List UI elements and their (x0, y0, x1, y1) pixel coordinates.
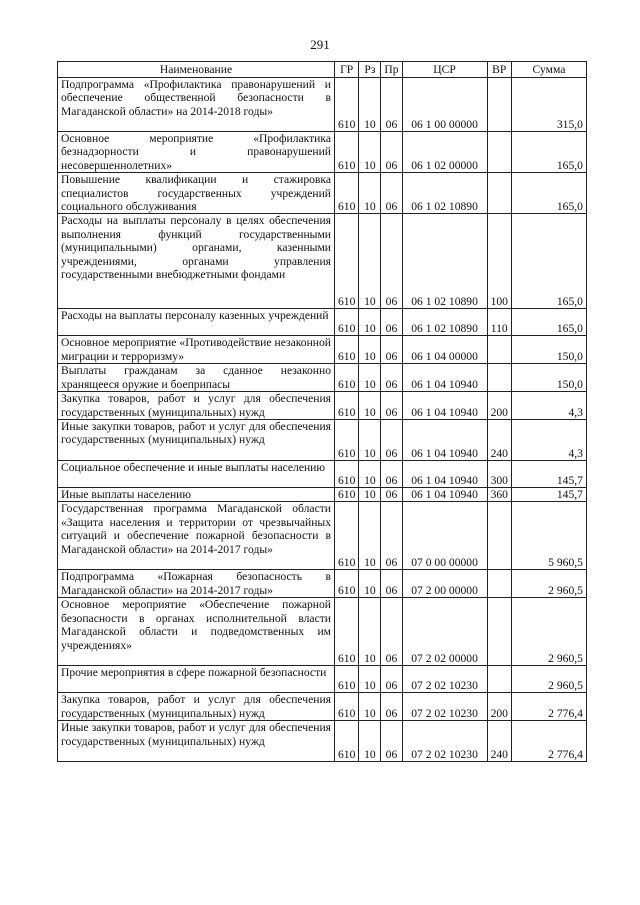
cell-rz-text: 10 (364, 488, 376, 502)
cell-sum-text: 4,3 (568, 405, 583, 419)
cell-csr (402, 392, 487, 420)
cell-rz-text: 10 (364, 349, 376, 363)
cell-csr (402, 78, 487, 132)
cell-vr (487, 214, 511, 309)
cell-vr (487, 502, 511, 570)
cell-rz-text: 10 (364, 295, 376, 309)
cell-gr-text: 610 (338, 706, 356, 720)
cell-name: Основное мероприятие «Профилактика безнадзорности и правонарушений несовершеннолетних» (58, 132, 335, 173)
cell-gr (335, 173, 359, 214)
cell-vr (487, 78, 511, 132)
cell-vr (487, 420, 511, 461)
cell-gr-text: 610 (338, 377, 356, 391)
page-number: 291 (310, 37, 330, 52)
cell-pr (381, 364, 402, 392)
cell-sum-text: 145,7 (556, 473, 583, 487)
cell-csr-text: 06 1 04 10940 (411, 377, 478, 391)
cell-gr (335, 721, 359, 762)
cell-sum-text: 4,3 (568, 446, 583, 460)
header-gr: ГР (335, 62, 359, 78)
cell-pr (381, 392, 402, 420)
cell-rz (359, 214, 381, 309)
cell-vr (487, 132, 511, 173)
cell-sum-text: 2 776,4 (548, 706, 583, 720)
cell-rz-text: 10 (364, 377, 376, 391)
table-row (58, 461, 587, 488)
cell-rz (359, 502, 381, 570)
cell-pr (381, 666, 402, 693)
cell-sum (511, 132, 586, 173)
cell-sum (511, 364, 586, 392)
table-row (58, 392, 587, 420)
cell-csr (402, 666, 487, 693)
cell-pr-text: 06 (385, 583, 398, 597)
cell-sum-text: 2 960,5 (548, 678, 583, 692)
cell-pr (381, 309, 402, 336)
cell-sum (511, 598, 586, 666)
cell-csr (402, 461, 487, 488)
cell-csr-text: 07 2 02 10230 (411, 747, 478, 761)
cell-gr (335, 693, 359, 721)
cell-pr (381, 420, 402, 461)
cell-pr (381, 214, 402, 309)
cell-pr-text: 06 (385, 200, 398, 214)
budget-table (57, 61, 587, 762)
cell-gr (335, 461, 359, 488)
cell-pr (381, 132, 402, 173)
cell-rz-text: 10 (364, 678, 376, 692)
cell-sum-text: 145,7 (556, 488, 583, 502)
cell-rz-text: 10 (364, 583, 376, 597)
cell-sum-text: 165,0 (556, 200, 583, 214)
cell-rz (359, 364, 381, 392)
cell-csr-text: 07 2 02 10230 (411, 706, 478, 720)
cell-sum (511, 693, 586, 721)
cell-pr (381, 173, 402, 214)
cell-rz (359, 309, 381, 336)
cell-name: Социальное обеспечение и иные выплаты населению (58, 461, 335, 488)
cell-name: Иные закупки товаров, работ и услуг для обеспечения государственных (муниципальных) нужд (58, 721, 335, 762)
cell-name: Расходы на выплаты персоналу казенных учреждений (58, 309, 335, 336)
cell-vr (487, 598, 511, 666)
cell-rz (359, 666, 381, 693)
cell-pr-text: 06 (385, 706, 398, 720)
cell-rz (359, 693, 381, 721)
cell-rz (359, 78, 381, 132)
cell-vr-text: 300 (490, 473, 508, 487)
cell-gr-text: 610 (338, 446, 356, 460)
cell-vr (487, 173, 511, 214)
cell-gr (335, 666, 359, 693)
cell-csr (402, 693, 487, 721)
cell-csr-text: 06 1 04 10940 (411, 405, 478, 419)
cell-sum (511, 420, 586, 461)
table-row (58, 309, 587, 336)
cell-gr-text: 610 (338, 349, 356, 363)
cell-pr-text: 06 (385, 117, 398, 131)
cell-sum-text: 150,0 (556, 349, 583, 363)
table-row (58, 502, 587, 570)
cell-csr-text: 06 1 02 00000 (411, 158, 478, 172)
cell-pr (381, 721, 402, 762)
cell-sum (511, 461, 586, 488)
cell-pr-text: 06 (385, 473, 398, 487)
cell-gr (335, 420, 359, 461)
cell-name: Подпрограмма «Профилактика правонарушений и обеспечение общественной безопасности в Магаданской области» на 2014-2018 годы» (58, 78, 335, 132)
cell-name: Основное мероприятие «Противодействие незаконной миграции и терроризму» (58, 336, 335, 364)
cell-gr-text: 610 (338, 405, 356, 419)
table-row (58, 570, 587, 598)
cell-csr (402, 364, 487, 392)
table-row (58, 488, 587, 502)
cell-gr (335, 392, 359, 420)
cell-name: Повышение квалификации и стажировка специалистов государственных учреждений социального обслуживания (58, 173, 335, 214)
cell-vr (487, 364, 511, 392)
table-row (58, 721, 587, 762)
cell-csr (402, 598, 487, 666)
cell-sum-text: 2 960,5 (548, 651, 583, 665)
cell-vr (487, 693, 511, 721)
cell-pr-text: 06 (385, 556, 398, 570)
cell-rz (359, 336, 381, 364)
cell-csr (402, 570, 487, 598)
cell-sum-text: 165,0 (556, 295, 583, 309)
header-name: Наименование (58, 62, 335, 78)
cell-pr-text: 06 (385, 322, 398, 336)
cell-vr (487, 721, 511, 762)
cell-gr (335, 309, 359, 336)
cell-rz-text: 10 (364, 747, 376, 761)
cell-csr-text: 06 1 04 10940 (411, 446, 478, 460)
cell-pr-text: 06 (385, 747, 398, 761)
cell-vr-text: 360 (490, 488, 508, 502)
cell-gr-text: 610 (338, 583, 356, 597)
cell-sum (511, 214, 586, 309)
cell-sum-text: 2 776,4 (548, 747, 583, 761)
cell-sum (511, 309, 586, 336)
cell-rz (359, 721, 381, 762)
cell-name: Подпрограмма «Пожарная безопасность в Магаданской области» на 2014-2017 годы» (58, 570, 335, 598)
cell-csr (402, 309, 487, 336)
cell-rz (359, 132, 381, 173)
cell-pr (381, 570, 402, 598)
cell-csr-text: 07 0 00 00000 (411, 556, 478, 570)
table-row (58, 693, 587, 721)
table-row (58, 420, 587, 461)
cell-gr (335, 488, 359, 502)
cell-gr (335, 214, 359, 309)
cell-vr-text: 240 (490, 747, 508, 761)
cell-vr (487, 488, 511, 502)
cell-rz-text: 10 (364, 200, 376, 214)
cell-csr-text: 06 1 02 10890 (411, 295, 478, 309)
cell-vr-text: 200 (490, 405, 508, 419)
cell-sum (511, 392, 586, 420)
cell-vr (487, 309, 511, 336)
cell-csr (402, 420, 487, 461)
header-rz: Рз (359, 62, 381, 78)
cell-pr (381, 598, 402, 666)
cell-rz-text: 10 (364, 322, 376, 336)
cell-gr-text: 610 (338, 556, 356, 570)
cell-pr-text: 06 (385, 377, 398, 391)
cell-gr-text: 610 (338, 678, 356, 692)
cell-pr (381, 693, 402, 721)
cell-gr-text: 610 (338, 117, 356, 131)
cell-csr (402, 132, 487, 173)
cell-rz (359, 420, 381, 461)
cell-gr (335, 336, 359, 364)
cell-gr-text: 610 (338, 488, 356, 502)
cell-sum-text: 2 960,5 (548, 583, 583, 597)
cell-rz (359, 461, 381, 488)
cell-vr (487, 666, 511, 693)
cell-pr-text: 06 (385, 349, 398, 363)
cell-sum (511, 721, 586, 762)
cell-sum-text: 150,0 (556, 377, 583, 391)
cell-pr-text: 06 (385, 651, 398, 665)
cell-gr-text: 610 (338, 473, 356, 487)
cell-gr-text: 610 (338, 200, 356, 214)
cell-rz-text: 10 (364, 158, 376, 172)
cell-name: Закупка товаров, работ и услуг для обеспечения государственных (муниципальных) нужд (58, 693, 335, 721)
cell-rz-text: 10 (364, 405, 376, 419)
header-pr: Пр (381, 62, 402, 78)
cell-vr (487, 570, 511, 598)
cell-rz (359, 570, 381, 598)
cell-pr (381, 488, 402, 502)
header-sum: Сумма (511, 62, 586, 78)
cell-gr (335, 132, 359, 173)
table-row (58, 78, 587, 132)
cell-gr (335, 502, 359, 570)
cell-gr-text: 610 (338, 158, 356, 172)
cell-rz-text: 10 (364, 706, 376, 720)
cell-name: Прочие мероприятия в сфере пожарной безопасности (58, 666, 335, 693)
cell-csr (402, 336, 487, 364)
table-row (58, 666, 587, 693)
cell-csr-text: 06 1 00 00000 (411, 117, 478, 131)
cell-pr-text: 06 (385, 405, 398, 419)
cell-pr-text: 06 (385, 158, 398, 172)
cell-rz (359, 392, 381, 420)
cell-csr-text: 06 1 04 00000 (411, 349, 478, 363)
cell-pr-text: 06 (385, 446, 398, 460)
cell-sum (511, 336, 586, 364)
cell-name: Государственная программа Магаданской области «Защита населения и территории от чрезвычайных ситуаций и обеспечение пожарной безопасности в Магаданской области» на 2014-2017 годы» (58, 502, 335, 570)
cell-sum-text: 5 960,5 (548, 556, 583, 570)
cell-rz-text: 10 (364, 446, 376, 460)
cell-sum (511, 570, 586, 598)
cell-name: Выплаты гражданам за сданное незаконно хранящееся оружие и боеприпасы (58, 364, 335, 392)
cell-sum (511, 173, 586, 214)
cell-rz-text: 10 (364, 651, 376, 665)
cell-vr-text: 200 (490, 706, 508, 720)
cell-csr-text: 07 2 00 00000 (411, 583, 478, 597)
cell-pr-text: 06 (385, 295, 398, 309)
cell-rz (359, 173, 381, 214)
cell-csr (402, 488, 487, 502)
table-row (58, 336, 587, 364)
cell-csr-text: 06 1 04 10940 (411, 488, 478, 502)
cell-rz (359, 598, 381, 666)
cell-csr-text: 06 1 02 10890 (411, 322, 478, 336)
cell-vr (487, 392, 511, 420)
cell-csr-text: 07 2 02 10230 (411, 678, 478, 692)
cell-sum-text: 165,0 (556, 158, 583, 172)
cell-pr (381, 502, 402, 570)
cell-csr-text: 06 1 04 10940 (411, 473, 478, 487)
cell-gr-text: 610 (338, 322, 356, 336)
cell-vr-text: 110 (490, 322, 508, 336)
cell-rz-text: 10 (364, 556, 376, 570)
cell-gr-text: 610 (338, 295, 356, 309)
table-row (58, 214, 587, 309)
cell-vr (487, 461, 511, 488)
cell-sum (511, 78, 586, 132)
table-row (58, 132, 587, 173)
cell-name: Иные выплаты населению (58, 488, 335, 502)
cell-pr-text: 06 (385, 488, 398, 502)
cell-rz (359, 488, 381, 502)
cell-gr (335, 364, 359, 392)
cell-sum-text: 165,0 (556, 322, 583, 336)
cell-pr-text: 06 (385, 678, 398, 692)
cell-vr (487, 336, 511, 364)
cell-csr (402, 214, 487, 309)
table-row (58, 173, 587, 214)
cell-csr (402, 721, 487, 762)
cell-gr (335, 78, 359, 132)
cell-gr-text: 610 (338, 651, 356, 665)
table-row (58, 598, 587, 666)
cell-gr-text: 610 (338, 747, 356, 761)
cell-sum (511, 502, 586, 570)
cell-sum (511, 488, 586, 502)
cell-pr (381, 78, 402, 132)
cell-csr (402, 173, 487, 214)
cell-csr (402, 502, 487, 570)
cell-rz-text: 10 (364, 117, 376, 131)
cell-pr (381, 461, 402, 488)
cell-rz-text: 10 (364, 473, 376, 487)
cell-name: Расходы на выплаты персоналу в целях обеспечения выполнения функций государственными (муниципальными) органами, казенными учреждениями, органами управления государственными внебюджетными фондами (58, 214, 335, 309)
cell-sum (511, 666, 586, 693)
table-header-row (58, 62, 587, 78)
cell-sum-text: 315,0 (556, 117, 583, 131)
cell-gr (335, 598, 359, 666)
cell-name: Иные закупки товаров, работ и услуг для обеспечения государственных (муниципальных) нужд (58, 420, 335, 461)
header-csr: ЦСР (402, 62, 487, 78)
cell-vr-text: 100 (490, 295, 508, 309)
header-vr: ВР (487, 62, 511, 78)
cell-csr-text: 06 1 02 10890 (411, 200, 478, 214)
cell-name: Закупка товаров, работ и услуг для обеспечения государственных (муниципальных) нужд (58, 392, 335, 420)
table-row (58, 364, 587, 392)
cell-vr-text: 240 (490, 446, 508, 460)
cell-name: Основное мероприятие «Обеспечение пожарной безопасности в органах исполнительной власти Магаданской области и подведомственных им учреждениях» (58, 598, 335, 666)
cell-gr (335, 570, 359, 598)
cell-pr (381, 336, 402, 364)
cell-csr-text: 07 2 02 00000 (411, 651, 478, 665)
